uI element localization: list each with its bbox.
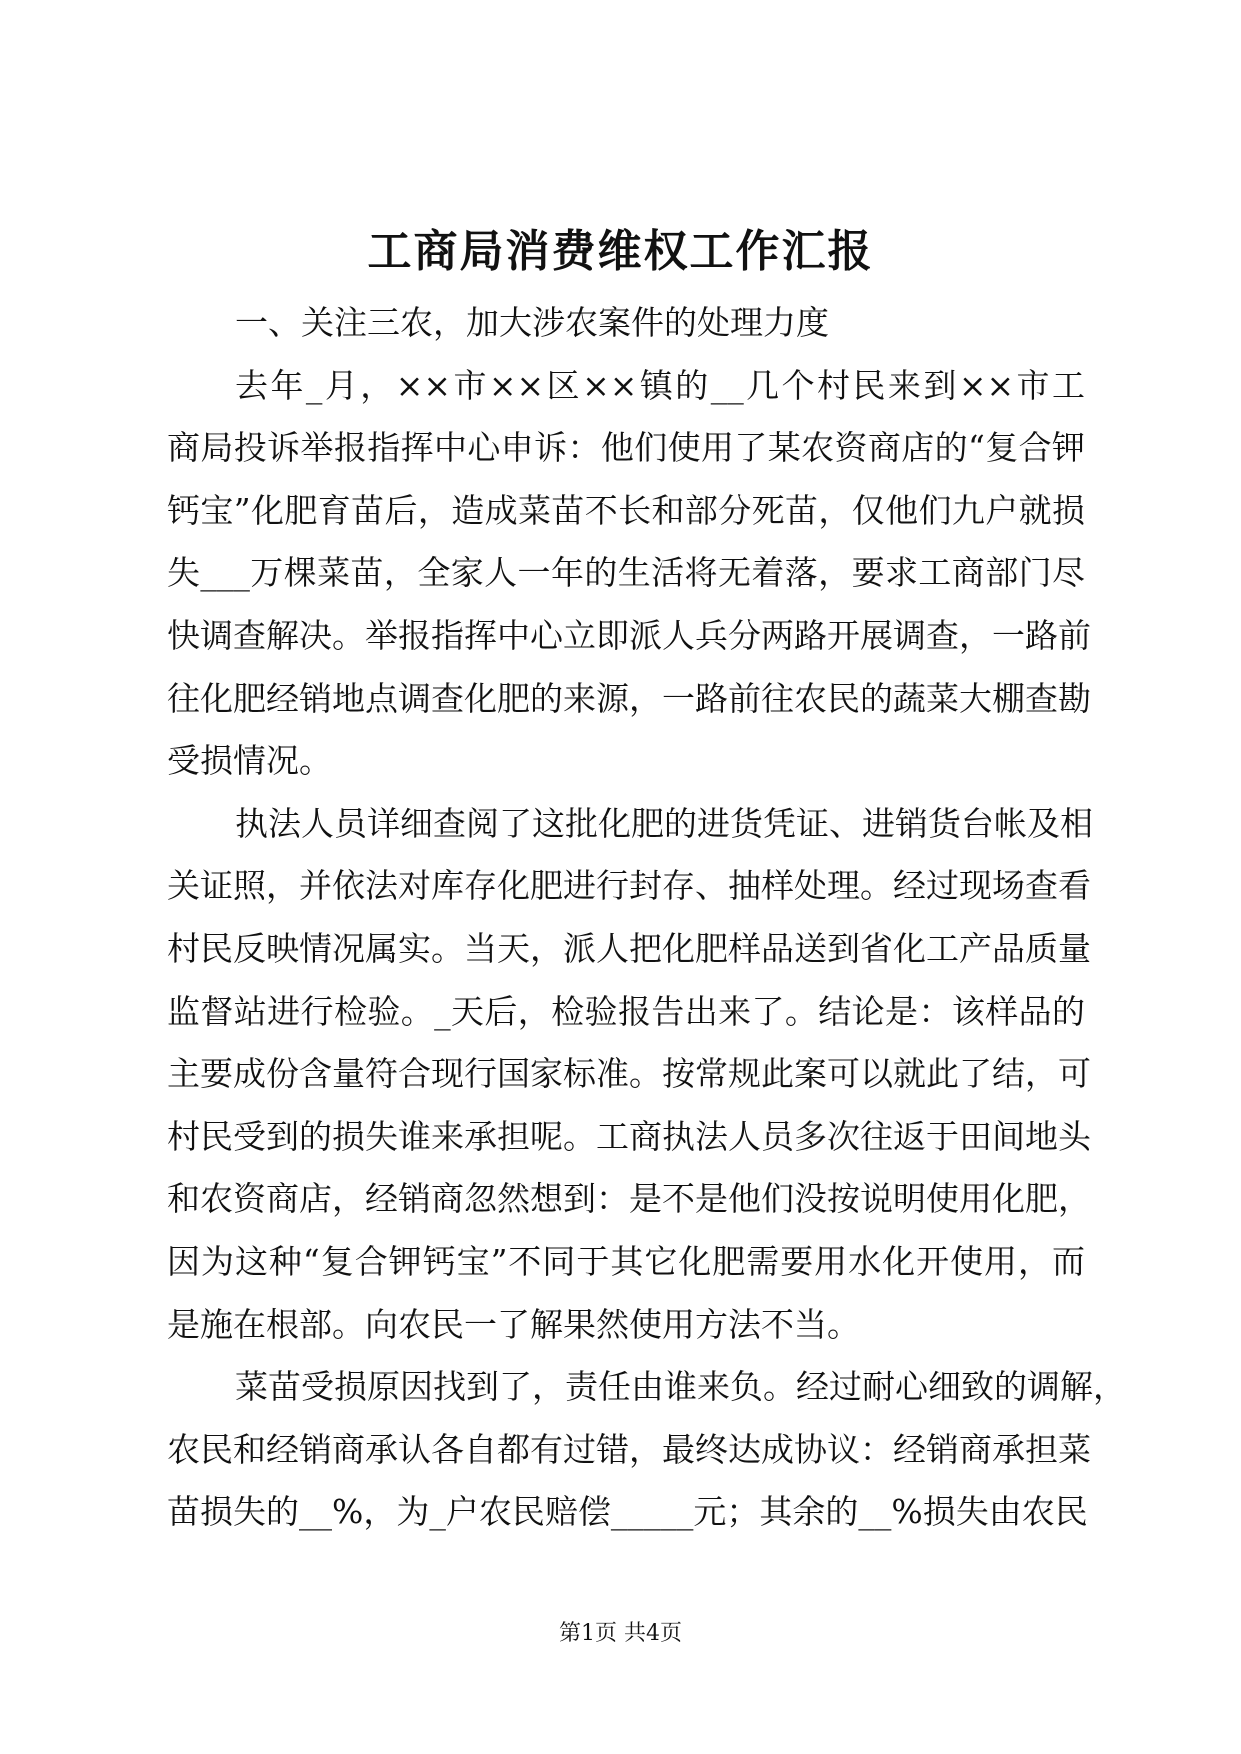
paragraph-line: 因为这种“复合钾钙宝”不同于其它化肥需要用水化开使用，而 bbox=[167, 1241, 1085, 1281]
paragraph-line: 菜苗受损原因找到了，责任由谁来负。经过耐心细致的调解， bbox=[235, 1367, 1126, 1407]
paragraph-line: 监督站进行检验。_天后，检验报告出来了。结论是：该样品的 bbox=[167, 991, 1085, 1031]
paragraph-line: 农民和经销商承认各自都有过错，最终达成协议：经销商承担菜 bbox=[167, 1429, 1091, 1469]
section-heading: 一、关注三农，加大涉农案件的处理力度 bbox=[235, 303, 829, 342]
paragraph-line: 执法人员详细查阅了这批化肥的进货凭证、进销货台帐及相 bbox=[235, 803, 1093, 843]
paragraph-line: 和农资商店，经销商忽然想到：是不是他们没按说明使用化肥， bbox=[167, 1179, 1091, 1219]
paragraph-line: 关证照，并依法对库存化肥进行封存、抽样处理。经过现场查看 bbox=[167, 866, 1091, 906]
paragraph-line: 失___万棵菜苗，全家人一年的生活将无着落，要求工商部门尽 bbox=[167, 553, 1085, 593]
document-body bbox=[167, 292, 1126, 1544]
paragraph-line: 去年_月，××市××区××镇的__几个村民来到××市工 bbox=[235, 365, 1085, 405]
paragraph-line: 村民反映情况属实。当天，派人把化肥样品送到省化工产品质量 bbox=[167, 928, 1091, 968]
document-title: 工商局消费维权工作汇报 bbox=[367, 226, 874, 277]
paragraph-line: 主要成份含量符合现行国家标准。按常规此案可以就此了结，可 bbox=[167, 1054, 1091, 1094]
paragraph-line: 往化肥经销地点调查化肥的来源，一路前往农民的蔬菜大棚查勘 bbox=[167, 678, 1091, 718]
paragraph-line: 受损情况。 bbox=[167, 741, 332, 781]
paragraph-2 bbox=[167, 793, 1093, 1356]
paragraph-line: 钙宝”化肥育苗后，造成菜苗不长和部分死苗，仅他们九户就损 bbox=[167, 490, 1085, 530]
paragraph-3 bbox=[167, 1356, 1126, 1544]
paragraph-line: 村民受到的损失谁来承担呢。工商执法人员多次往返于田间地头 bbox=[167, 1116, 1091, 1156]
paragraph-line: 快调查解决。举报指挥中心立即派人兵分两路开展调查，一路前 bbox=[167, 615, 1091, 655]
paragraph-line: 是施在根部。向农民一了解果然使用方法不当。 bbox=[167, 1304, 860, 1344]
page-number-footer: 第1页 共4页 bbox=[559, 1621, 682, 1646]
paragraph-line: 苗损失的__%，为_户农民赔偿_____元；其余的__%损失由农民 bbox=[167, 1492, 1088, 1532]
paragraph-1 bbox=[167, 355, 1091, 793]
paragraph-line: 商局投诉举报指挥中心申诉：他们使用了某农资商店的“复合钾 bbox=[167, 428, 1085, 468]
